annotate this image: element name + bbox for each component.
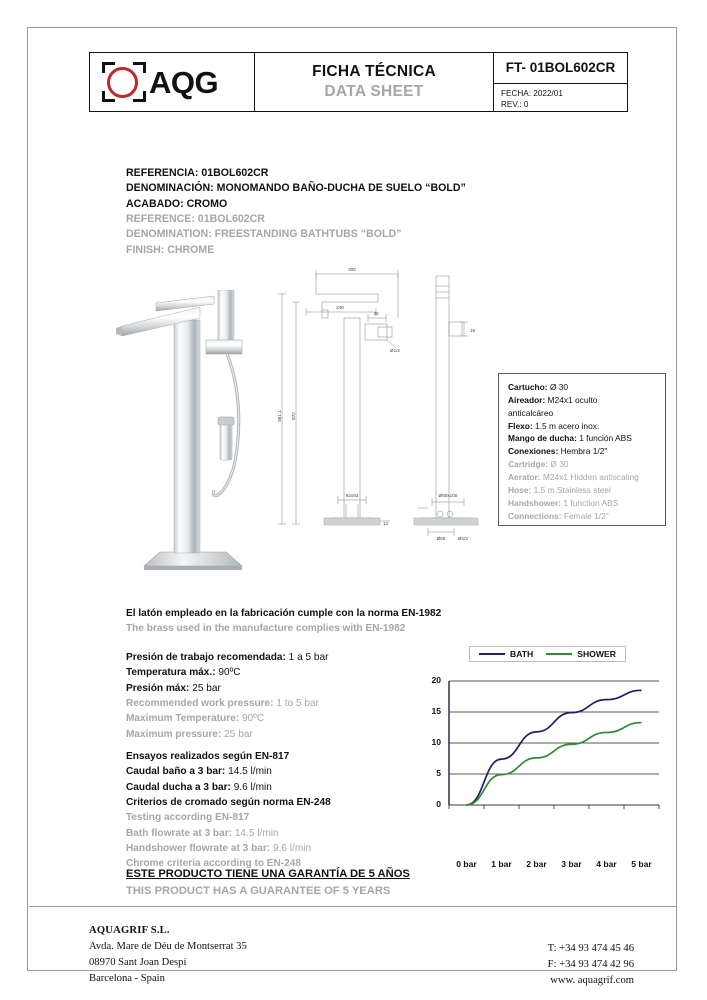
legend-item-shower — [546, 649, 616, 659]
tests-es-3-label: Criterios de cromado según norma EN-248 — [126, 796, 331, 808]
spec-es-2-value: anticalcáreo — [508, 407, 554, 418]
dim-18: 18 — [470, 328, 476, 333]
pressure-es-0 — [126, 650, 329, 665]
chart-legend — [469, 646, 626, 662]
dim-hole: Ø55 — [436, 536, 446, 541]
pressure-en-1 — [126, 711, 329, 726]
spec-en-4-value: Female 1/2" — [561, 510, 609, 521]
dim-connection-diameter: Ø1/2 — [390, 348, 400, 353]
tests-en-0-label: Testing according EN-817 — [126, 812, 250, 824]
spec-en-3 — [508, 497, 665, 510]
pressure-en-2-value: 25 bar — [221, 728, 253, 740]
spec-es-1-label: Aireador: — [508, 394, 546, 405]
chart-x-label: 4 bar — [596, 859, 617, 869]
chart-x-label: 0 bar — [456, 859, 477, 869]
footer-divider — [29, 906, 677, 907]
dim-240: 240 — [336, 305, 344, 310]
chart-x-label: 2 bar — [526, 859, 547, 869]
spec-en-0-label: Cartridge: — [508, 459, 549, 470]
brand-name: AQG — [149, 64, 219, 100]
dim-small: 14 — [383, 521, 389, 526]
spec-es-0 — [508, 381, 665, 394]
spec-es-5 — [508, 445, 665, 458]
pressure-es-1-label: Temperatura máx.: — [126, 667, 216, 679]
document-code: FT- 01BOL602CR — [494, 53, 627, 84]
chart-y-label: 0 — [436, 799, 441, 809]
pressure-es-1-value: 90ºC — [215, 667, 241, 679]
specifications-box — [498, 373, 666, 526]
spec-en-1-label: Aerator: — [508, 472, 541, 483]
tests-es-2-value: 9.6 l/min — [230, 781, 272, 793]
warranty-block — [126, 866, 410, 900]
tests-es-0 — [126, 749, 331, 764]
legend-label-bath: BATH — [510, 649, 534, 659]
footer-website[interactable]: www. aquagrif.com — [550, 975, 634, 987]
tests-en-1-label: Bath flowrate at 3 bar: — [126, 827, 233, 839]
footer-contact — [548, 941, 634, 989]
spec-es-0-value: Ø 30 — [547, 382, 569, 392]
spec-es-5-label: Conexiones: — [508, 446, 559, 457]
title-en: DATA SHEET — [324, 83, 424, 100]
reference-es-0: REFERENCIA: 01BOL602CR — [126, 167, 269, 179]
document-footer — [89, 923, 634, 993]
legend-swatch-bath — [479, 653, 505, 656]
product-photo — [114, 290, 266, 582]
spec-en-1-value: M24x1 Hidden antiscaling — [540, 472, 639, 483]
pressure-en-1-label: Maximum Temperature: — [126, 713, 240, 725]
title-es: FICHA TÉCNICA — [312, 63, 436, 80]
spec-es-3-value: 1.5 m acero inox. — [532, 420, 600, 431]
spec-en-1 — [508, 471, 665, 484]
spec-en-2 — [508, 484, 665, 497]
chart-x-label: 1 bar — [491, 859, 512, 869]
chart-y-label: 5 — [436, 768, 441, 778]
tests-en-3-label: Chrome criteria according to EN-248 — [126, 858, 302, 870]
tests-en-1-value: 14.5 l/min — [232, 827, 279, 839]
tests-en-2-label: Handshower flowrate at 3 bar: — [126, 842, 271, 854]
legend-label-shower: SHOWER — [577, 649, 616, 659]
footer-fax: F: +34 93 474 42 96 — [547, 959, 634, 971]
tests-es-3 — [126, 795, 331, 810]
reference-en-0: REFERENCE: 01BOL602CR — [126, 213, 265, 226]
spec-es-2 — [508, 407, 665, 420]
tests-en-2 — [126, 841, 331, 856]
pressure-es-0-value: 1 a 5 bar — [285, 652, 329, 663]
dim-conn: Ø1/2 — [458, 536, 468, 541]
document-code-block — [494, 53, 627, 111]
dim-height-2: 872 — [291, 412, 296, 420]
spec-es-3-label: Flexo: — [508, 420, 533, 431]
spec-es-0-label: Cartucho: — [508, 382, 548, 392]
dim-base-2: Ø60x100 — [438, 493, 458, 498]
chart-x-label: 3 bar — [561, 859, 582, 869]
tests-es-1-value: 14.5 l/min — [225, 766, 272, 778]
technical-drawing — [268, 256, 483, 556]
reference-es-2: ACABADO: CROMO — [126, 197, 228, 210]
spec-es-4 — [508, 432, 665, 445]
pressure-es-2-value: 25 bar — [189, 682, 221, 694]
footer-address-3: Barcelona - Spain — [89, 973, 165, 985]
chart-y-label: 20 — [431, 675, 441, 685]
tests-block — [126, 749, 331, 872]
spec-es-4-label: Mango de ducha: — [508, 433, 577, 444]
brass-es: El latón empleado en la fabricación cumple con la norma EN-1982 — [126, 608, 442, 619]
tests-es-1-label: Caudal baño a 3 bar: — [126, 766, 226, 778]
flowrate-chart — [417, 646, 670, 869]
dim-height-1: 861.1 — [277, 410, 282, 422]
spec-en-3-label: Handshower: — [508, 497, 562, 508]
pressure-es-0-label: Presión de trabajo recomendada: — [126, 652, 286, 663]
tests-es-0-label: Ensayos realizados según EN-817 — [126, 751, 290, 762]
spec-es-1 — [508, 394, 665, 407]
pressure-es-1 — [126, 665, 329, 680]
footer-address — [89, 923, 247, 987]
legend-swatch-shower — [546, 653, 572, 656]
spec-en-2-label: Hose: — [508, 484, 532, 495]
pressure-block — [126, 650, 329, 742]
tests-en-2-value: 9.6 l/min — [270, 842, 312, 854]
spec-es-1-value: M24x1 oculto — [545, 394, 598, 405]
spec-en-4 — [508, 510, 665, 523]
tests-en-0 — [126, 810, 331, 825]
pressure-en-1-value: 90ºC — [239, 713, 265, 725]
brass-norm-block — [126, 606, 441, 637]
chart-series-bath — [467, 690, 642, 805]
reference-en-1: DENOMINATION: FREESTANDING BATHTUBS “BOLD” — [126, 228, 402, 241]
spec-en-0 — [508, 458, 665, 471]
footer-company: AQUAGRIF S.L. — [89, 925, 170, 936]
tests-es-1 — [126, 764, 331, 779]
brass-en: The brass used in the manufacture complies with EN-1982 — [126, 623, 406, 635]
spec-es-4-value: 1 función ABS — [576, 433, 632, 444]
document-header — [89, 52, 628, 112]
pressure-en-0 — [126, 696, 329, 711]
document-meta — [494, 84, 627, 111]
tests-es-2-label: Caudal ducha a 3 bar: — [126, 781, 231, 793]
tests-en-1 — [126, 826, 331, 841]
reference-es-1: DENOMINACIÓN: MONOMANDO BAÑO-DUCHA DE SUELO “BOLD” — [126, 182, 466, 195]
aqg-logo-icon — [101, 61, 148, 103]
footer-address-2: 08970 Sant Joan Despí — [89, 957, 187, 969]
document-date: FECHA: 2022/01 — [501, 88, 563, 98]
legend-item-bath — [479, 649, 533, 659]
pressure-es-2-label: Presión máx: — [126, 682, 190, 694]
chart-plot-area — [431, 675, 663, 869]
document-title — [255, 53, 494, 111]
pressure-en-0-value: 1 to 5 bar — [273, 697, 319, 709]
chart-y-label: 15 — [431, 706, 441, 716]
warranty-en: THIS PRODUCT HAS A GUARANTEE OF 5 YEARS — [126, 885, 391, 898]
pressure-en-0-label: Recommended work pressure: — [126, 697, 274, 709]
pressure-en-2-label: Maximum pressure: — [126, 728, 222, 740]
reference-block — [126, 166, 566, 258]
spec-en-0-value: Ø 30 — [548, 459, 569, 470]
dim-base: 92x92 — [345, 493, 359, 498]
spec-en-3-value: 1 function ABS — [561, 497, 619, 508]
pressure-en-2 — [126, 727, 329, 742]
brand-logo — [90, 53, 255, 111]
spec-en-4-label: Connections: — [508, 510, 562, 521]
dim-30: 30 — [373, 311, 379, 316]
dim-300: 300 — [348, 267, 356, 272]
pressure-es-2 — [126, 681, 329, 696]
warranty-es: ESTE PRODUCTO TIENE UNA GARANTÍA DE 5 AÑOS — [126, 868, 410, 880]
footer-address-1: Avda. Mare de Déu de Montserrat 35 — [89, 941, 247, 953]
chart-y-label: 10 — [431, 737, 441, 747]
chart-x-label: 5 bar — [631, 859, 652, 869]
spec-en-2-value: 1.5 m Stainless steel — [531, 484, 611, 495]
footer-telephone: T: +34 93 474 45 46 — [547, 943, 634, 954]
spec-es-3 — [508, 420, 665, 433]
document-revision: REV.: 0 — [501, 100, 529, 110]
spec-es-5-value: Hembra 1/2" — [558, 446, 608, 457]
datasheet-page — [27, 27, 677, 987]
reference-en-2: FINISH: CHROME — [126, 243, 215, 256]
tests-es-2 — [126, 780, 331, 795]
